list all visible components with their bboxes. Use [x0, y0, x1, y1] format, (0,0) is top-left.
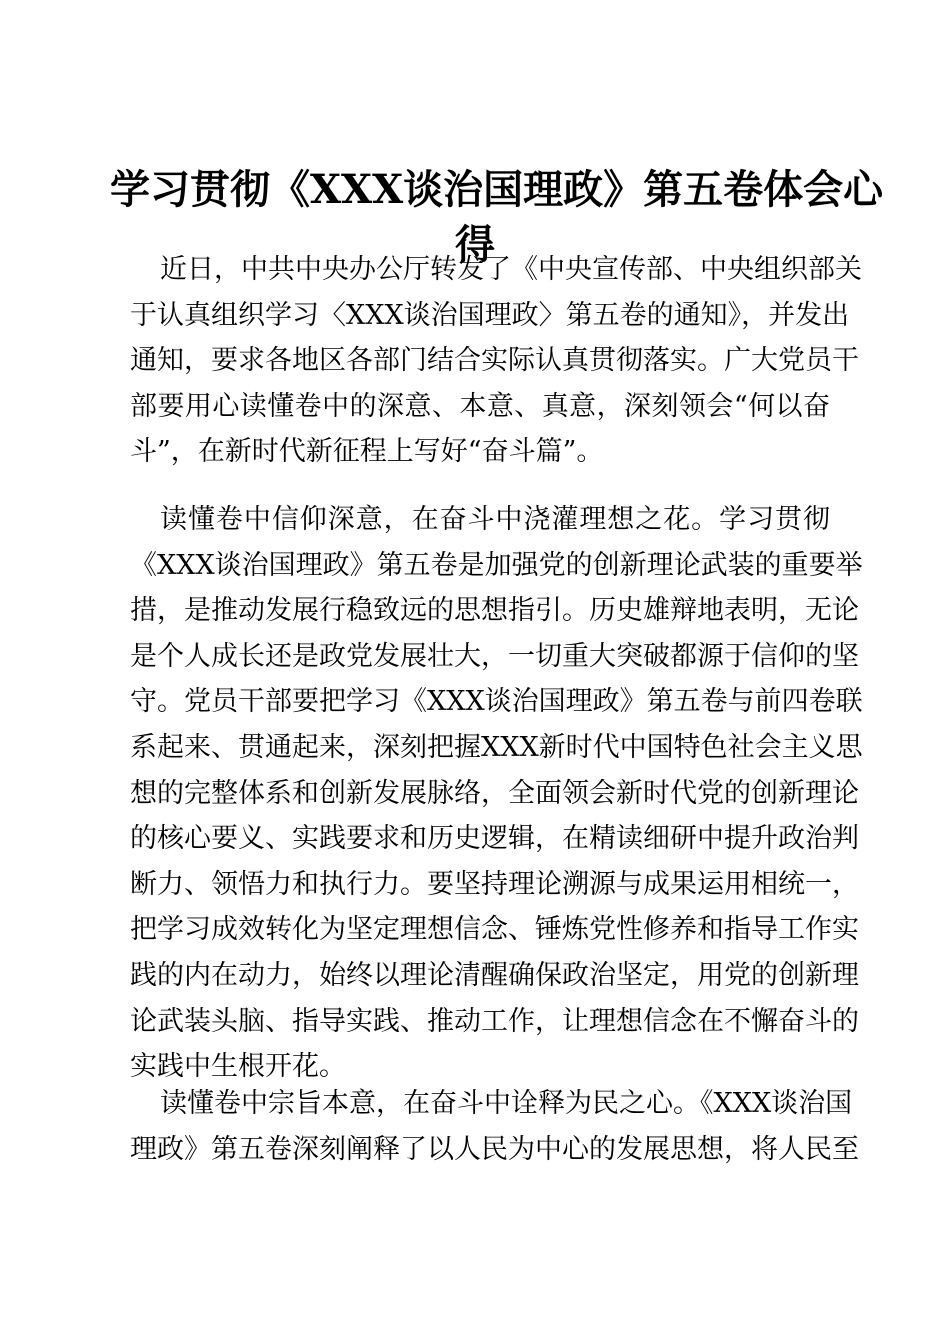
paragraph-3-line: 理政》第五卷深刻阐释了以人民为中心的发展思想，将人民至: [130, 1133, 859, 1165]
paragraph-1-line: 部要用心读懂卷中的深意、本意、真意，深刻领会“何以奋: [130, 390, 830, 422]
paragraph-2-line: 《XXX谈治国理政》第五卷是加强党的创新理论武装的重要举: [130, 549, 863, 581]
paragraph-2-line: 是个人成长还是政党发展壮大，一切重大突破都源于信仰的坚: [130, 640, 859, 672]
paragraph-2-line: 的核心要义、实践要求和历史逻辑，在精读细研中提升政治判: [130, 823, 859, 855]
paragraph-2-line: 措，是推动发展行稳致远的思想指引。历史雄辩地表明，无论: [130, 595, 859, 627]
paragraph-2-line: 践的内在动力，始终以理论清醒确保政治坚定，用党的创新理: [130, 960, 859, 991]
paragraph-2-line: 断力、领悟力和执行力。要坚持理论溯源与成果运用相统一，: [130, 868, 859, 900]
paragraph-1-line: 近日，中共中央办公厅转发了《中央宣传部、中央组织部关: [160, 254, 862, 285]
paragraph-1-line: 通知，要求各地区各部门结合实际认真贯彻落实。广大党员干: [130, 345, 859, 377]
paragraph-2-line: 系起来、贯通起来，深刻把握XXX新时代中国特色社会主义思: [130, 732, 863, 763]
document-title-line-2: 得: [455, 221, 495, 268]
document-title-line-1: 学习贯彻《XXX谈治国理政》第五卷体会心: [110, 166, 884, 213]
paragraph-3-line: 读懂卷中宗旨本意，在奋斗中诠释为民之心。《XXX谈治国: [160, 1088, 853, 1119]
paragraph-2-line: 论武装头脑、指导实践、推动工作，让理想信念在不懈奋斗的: [130, 1005, 859, 1037]
paragraph-2-line: 读懂卷中信仰深意，在奋斗中浇灌理想之花。学习贯彻: [160, 504, 830, 535]
paragraph-2-line: 守。党员干部要把学习《XXX谈治国理政》第五卷与前四卷联: [130, 686, 863, 718]
paragraph-2-line: 想的完整体系和创新发展脉络，全面领会新时代党的创新理论: [130, 777, 859, 809]
paragraph-2-line: 实践中生根开花。: [130, 1051, 346, 1083]
paragraph-1-line: 于认真组织学习〈XXX谈治国理政〉第五卷的通知》，并发出: [130, 299, 850, 331]
paragraph-1-line: 斗”，在新时代新征程上写好“奋斗篇”。: [130, 436, 604, 468]
paragraph-2-line: 把学习成效转化为坚定理想信念、锤炼党性修养和指导工作实: [130, 914, 859, 946]
